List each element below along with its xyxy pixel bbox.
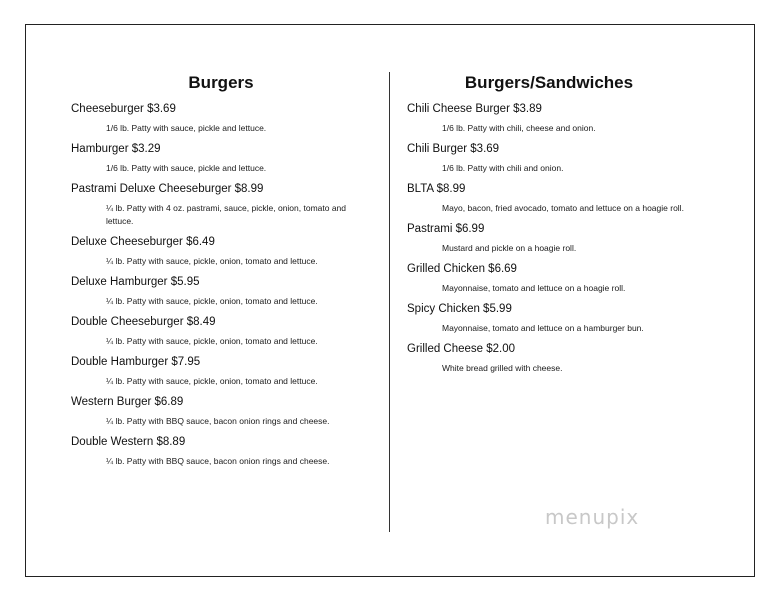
- column-divider: [389, 72, 390, 532]
- menu-item-description: ¼ lb. Patty with sauce, pickle, onion, tomato and lettuce.: [106, 296, 318, 306]
- menu-item-name: Western Burger $6.89: [71, 396, 184, 408]
- menu-item: [407, 182, 742, 215]
- menu-item-description: 1/6 lb. Patty with sauce, pickle and lettuce.: [106, 163, 267, 173]
- menu-item-name: Double Cheeseburger $8.49: [71, 316, 216, 328]
- menu-item-name: Grilled Cheese $2.00: [407, 343, 516, 355]
- menu-item: [71, 355, 371, 388]
- menu-item: [407, 102, 742, 135]
- menu-item-name: Spicy Chicken $5.99: [407, 303, 512, 315]
- menu-item: [407, 302, 742, 335]
- menu-item-description: 1/6 lb. Patty with chili, cheese and onion.: [442, 123, 596, 133]
- menu-item-description: ¼ lb. Patty with 4 oz. pastrami, sauce, pickle, onion, tomato and lettuce.: [106, 203, 347, 226]
- menu-item: [71, 142, 371, 175]
- sandwiches-column: [407, 72, 742, 382]
- menu-item-description: ¼ lb. Patty with BBQ sauce, bacon onion rings and cheese.: [106, 416, 330, 426]
- menu-item-name: Double Hamburger $7.95: [71, 356, 201, 368]
- menu-item: [71, 235, 371, 268]
- menu-item: [71, 182, 371, 228]
- menu-item: [71, 395, 371, 428]
- menu-item-description: ¼ lb. Patty with sauce, pickle, onion, tomato and lettuce.: [106, 256, 318, 266]
- menu-item-description: Mayonnaise, tomato and lettuce on a hoagie roll.: [442, 283, 626, 293]
- menu-item-description: ¼ lb. Patty with BBQ sauce, bacon onion rings and cheese.: [106, 456, 330, 466]
- menu-item: [71, 435, 371, 468]
- menu-item-name: Deluxe Cheeseburger $6.49: [71, 236, 215, 248]
- menu-item: [71, 315, 371, 348]
- menupix-watermark: menupix: [545, 505, 640, 529]
- sandwiches-list: [407, 102, 742, 375]
- menu-item-name: Hamburger $3.29: [71, 143, 161, 155]
- menu-item-name: Pastrami Deluxe Cheeseburger $8.99: [71, 183, 264, 195]
- menu-item: [407, 142, 742, 175]
- menu-item-description: White bread grilled with cheese.: [442, 363, 563, 373]
- burgers-heading: Burgers: [188, 73, 254, 92]
- menu-item: [407, 222, 742, 255]
- menu-item-description: ¼ lb. Patty with sauce, pickle, onion, tomato and lettuce.: [106, 336, 318, 346]
- menu-item-name: Chili Cheese Burger $3.89: [407, 103, 542, 115]
- menu-item-description: Mayo, bacon, fried avocado, tomato and lettuce on a hoagie roll.: [442, 203, 684, 213]
- menu-item-name: Deluxe Hamburger $5.95: [71, 276, 200, 288]
- menu-item-description: 1/6 lb. Patty with chili and onion.: [442, 163, 564, 173]
- menu-item-name: Chili Burger $3.69: [407, 143, 500, 155]
- menu-item-description: Mustard and pickle on a hoagie roll.: [442, 243, 577, 253]
- menu-item: [407, 342, 742, 375]
- menu-item-description: ¼ lb. Patty with sauce, pickle, onion, tomato and lettuce.: [106, 376, 318, 386]
- menu-item-name: Pastrami $6.99: [407, 223, 485, 235]
- menu-item-description: Mayonnaise, tomato and lettuce on a hamburger bun.: [442, 323, 644, 333]
- menu-item: [407, 262, 742, 295]
- menu-item-name: Double Western $8.89: [71, 436, 186, 448]
- menu-item-name: Cheeseburger $3.69: [71, 103, 176, 115]
- sandwiches-heading: Burgers/Sandwiches: [464, 73, 634, 92]
- menu-item-name: Grilled Chicken $6.69: [407, 263, 517, 275]
- menu-item: [71, 102, 371, 135]
- burgers-list: [71, 102, 371, 468]
- menu-item-name: BLTA $8.99: [407, 183, 466, 195]
- menu-item-description: 1/6 lb. Patty with sauce, pickle and lettuce.: [106, 123, 267, 133]
- menu-item: [71, 275, 371, 308]
- burgers-column: [71, 72, 371, 475]
